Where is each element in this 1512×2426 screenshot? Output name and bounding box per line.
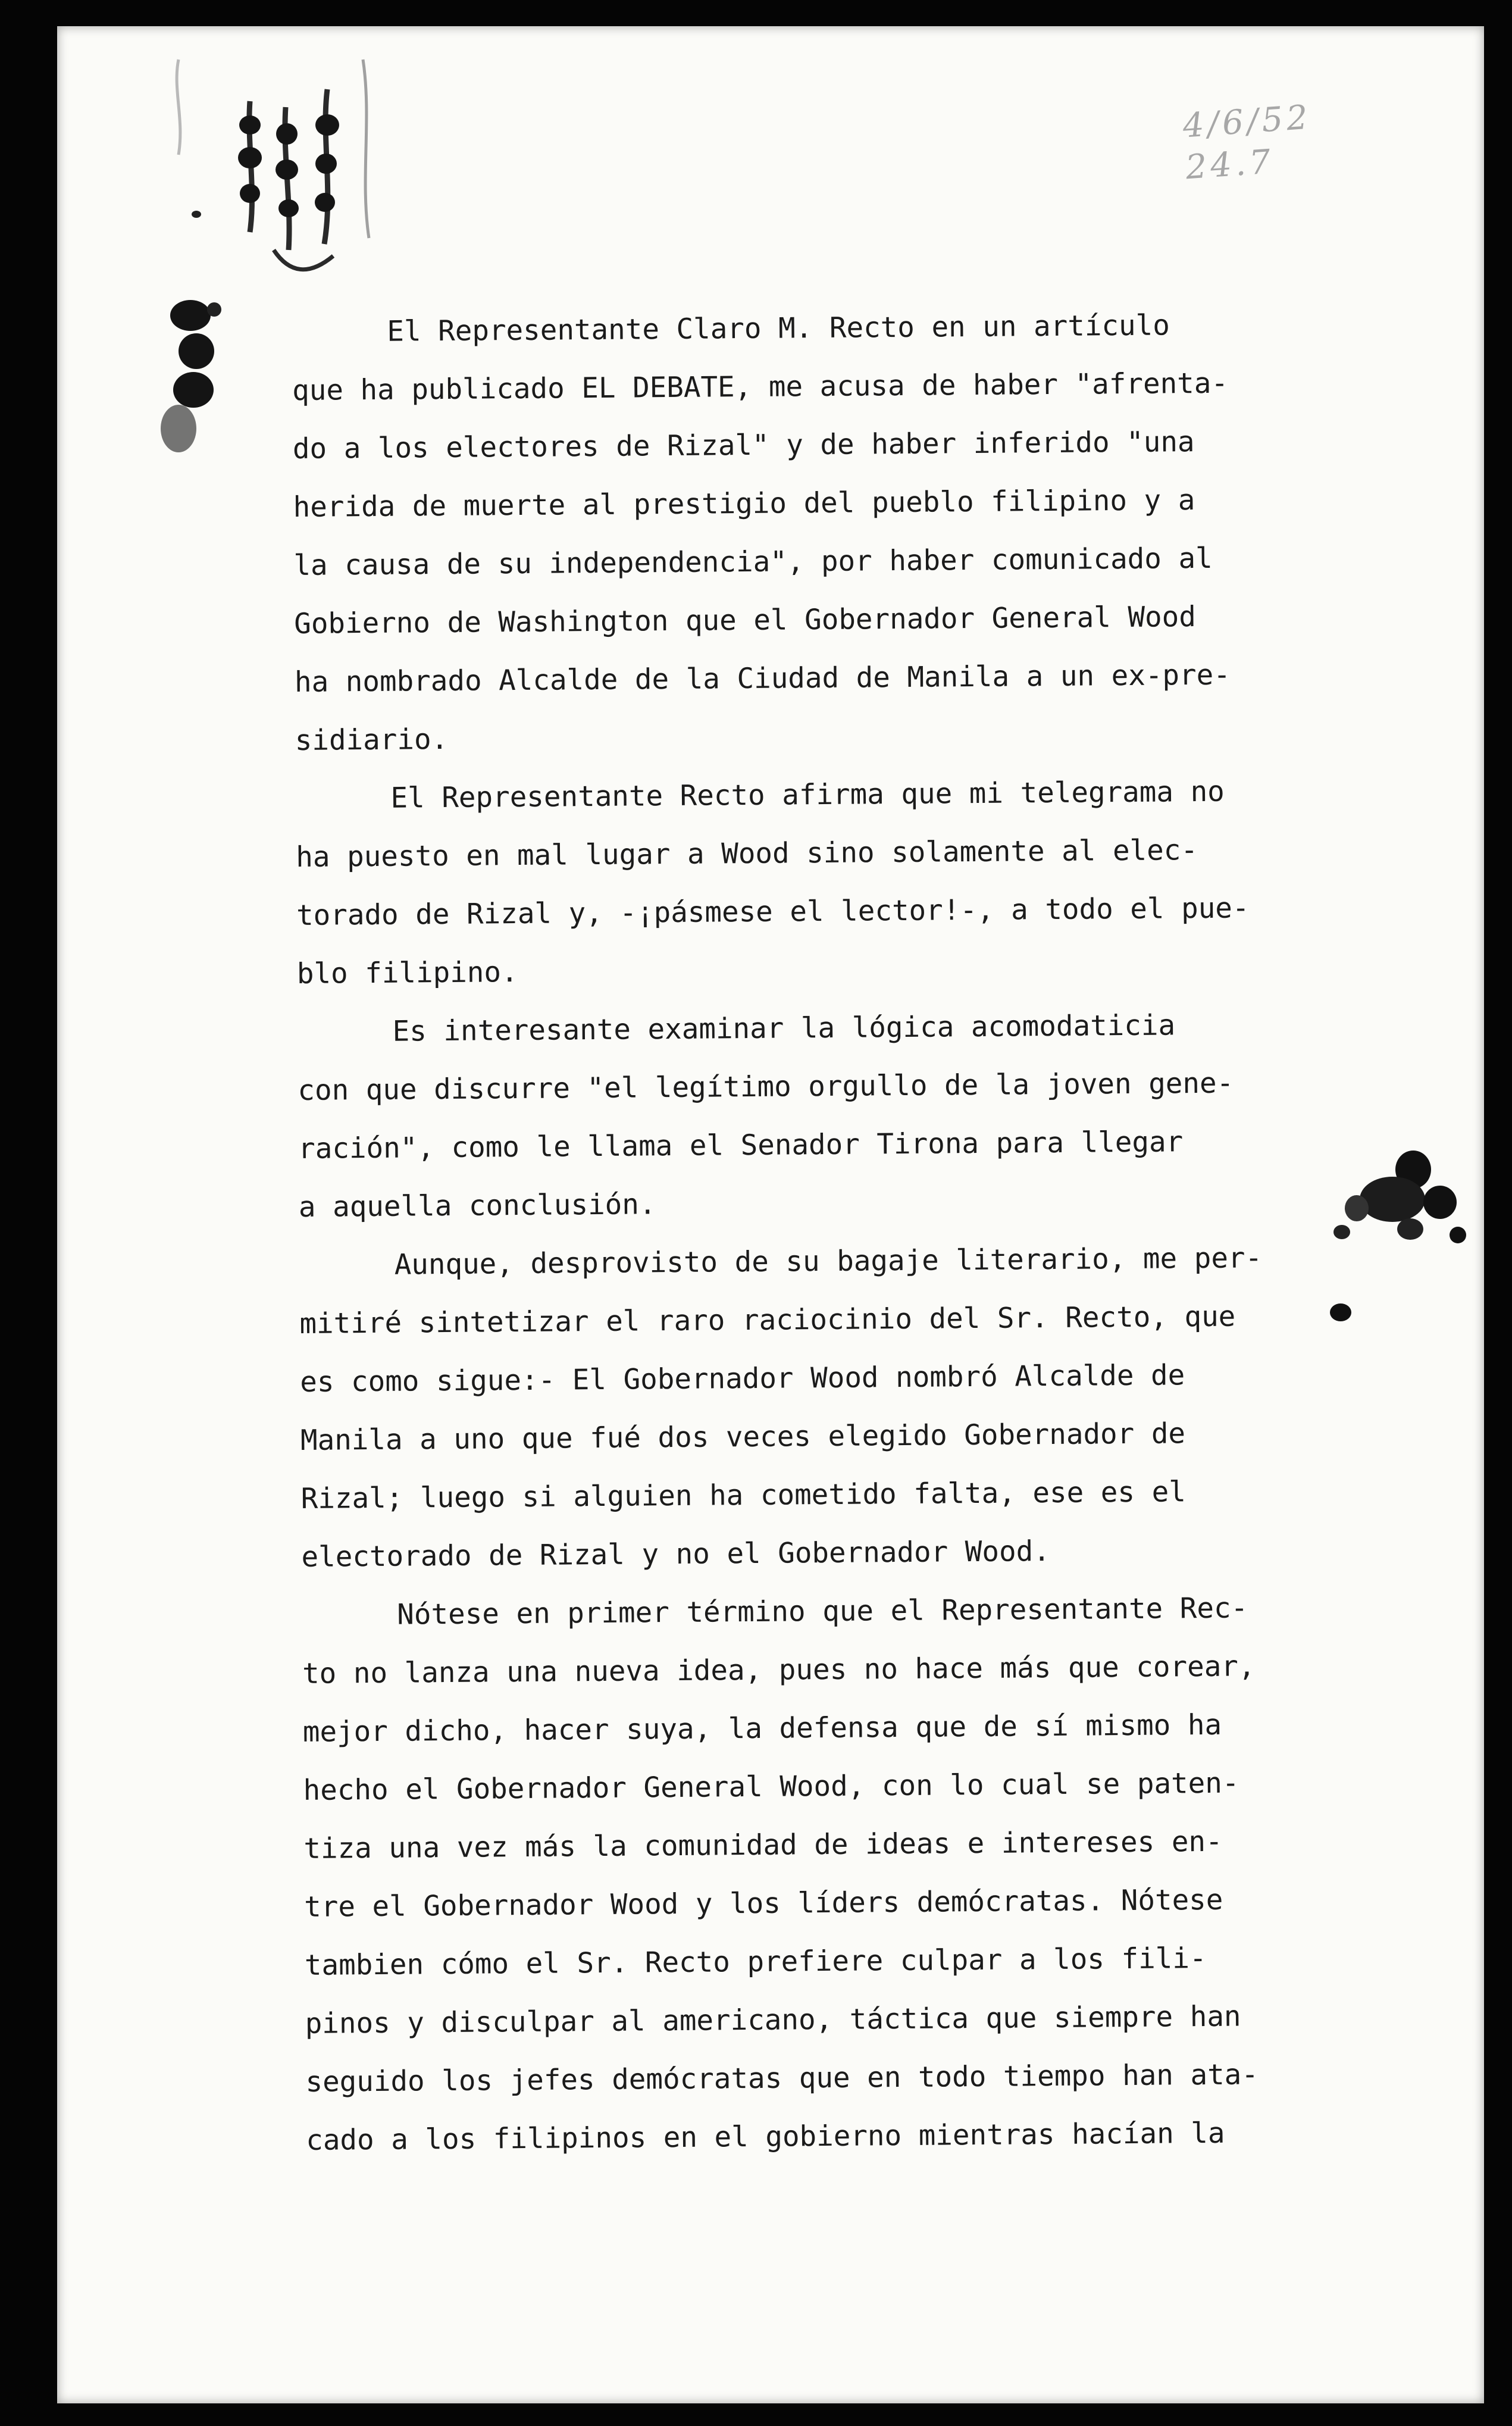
- folio-line: 4/6/52: [1181, 98, 1313, 146]
- text-line: ha puesto en mal lugar a Wood sino solamente al elec-: [296, 834, 1198, 874]
- text-line: blo filipino.: [296, 956, 518, 990]
- text-line: ración", como le llama el Senador Tirona para llegar: [298, 1126, 1184, 1165]
- paragraph-2: [295, 762, 1320, 1003]
- text-line: cado a los filipinos en el gobierno mientras hacían la: [306, 2117, 1225, 2157]
- text-line: Manila a uno que fué dos veces elegido Gobernador de: [300, 1417, 1186, 1457]
- text-line: do a los electores de Rizal" y de haber inferido "una: [292, 426, 1195, 465]
- text-line: torado de Rizal y, -¡pásmese el lector!-, a todo el pue-: [296, 892, 1250, 932]
- handwritten-folio-number: [1181, 97, 1315, 189]
- ink-blot-right: [1321, 1137, 1476, 1274]
- text-line: Nótese en primer término que el Representante Rec-: [397, 1592, 1248, 1631]
- text-line: tre el Gobernador Wood y los líders demócratas. Nótese: [303, 1883, 1223, 1924]
- text-line: herida de muerte al prestigio del pueblo filipino y a: [293, 484, 1195, 524]
- text-line: Aunque, desprovisto de su bagaje literario, me per-: [394, 1242, 1263, 1281]
- text-line: tiza una vez más la comunidad de ideas e intereses en-: [303, 1825, 1223, 1865]
- ink-dot-right: [1324, 1295, 1360, 1330]
- text-line: Es interesante examinar la lógica acomodaticia: [392, 1009, 1176, 1048]
- paragraph-5: [302, 1578, 1330, 2169]
- text-line: la causa de su independencia", por haber comunicado al: [293, 542, 1213, 582]
- text-line: Gobierno de Washington que el Gobernador General Wood: [294, 601, 1197, 640]
- text-line: es como sigue:- El Gobernador Wood nombró Alcalde de: [300, 1359, 1185, 1399]
- text-line: hecho el Gobernador General Wood, con lo cual se paten-: [303, 1767, 1239, 1807]
- text-line: to no lanza una nueva idea, pues no hace más que corear,: [302, 1650, 1256, 1690]
- text-line: sidiario.: [295, 723, 449, 757]
- paragraph-1: [292, 295, 1319, 770]
- text-line: El Representante Claro M. Recto en un artículo: [387, 309, 1170, 348]
- text-line: Rizal; luego si alguien ha cometido falta, ese es el: [300, 1475, 1187, 1515]
- paragraph-4: [299, 1228, 1325, 1586]
- text-line: mitiré sintetizar el raro raciocinio del Sr. Recto, que: [299, 1300, 1236, 1340]
- text-line: que ha publicado EL DEBATE, me acusa de haber "afrenta-: [292, 367, 1229, 407]
- binding-mark-left: [143, 286, 250, 482]
- text-line: mejor dicho, hacer suya, la defensa que de sí mismo ha: [302, 1708, 1222, 1749]
- text-line: El Representante Recto afirma que mi telegrama no: [390, 775, 1225, 815]
- text-line: pinos y disculpar al americano, táctica que siempre han: [305, 2000, 1241, 2040]
- typewritten-body: [292, 295, 1330, 2169]
- text-line: seguido los jefes demócratas que en todo tiempo han ata-: [305, 2058, 1259, 2099]
- text-line: ha nombrado Alcalde de la Ciudad de Manila a un ex-pre-: [294, 658, 1231, 699]
- text-line: electorado de Rizal y no el Gobernador Wood.: [301, 1535, 1051, 1574]
- text-line: con que discurre "el legítimo orgullo de la joven gene-: [298, 1067, 1234, 1107]
- folio-line: 24.7: [1184, 142, 1276, 187]
- paragraph-3: [297, 995, 1322, 1236]
- binding-mark-top: [161, 36, 422, 274]
- text-line: tambien cómo el Sr. Recto prefiere culpar a los fili-: [304, 1942, 1207, 1982]
- text-line: a aquella conclusión.: [298, 1188, 656, 1224]
